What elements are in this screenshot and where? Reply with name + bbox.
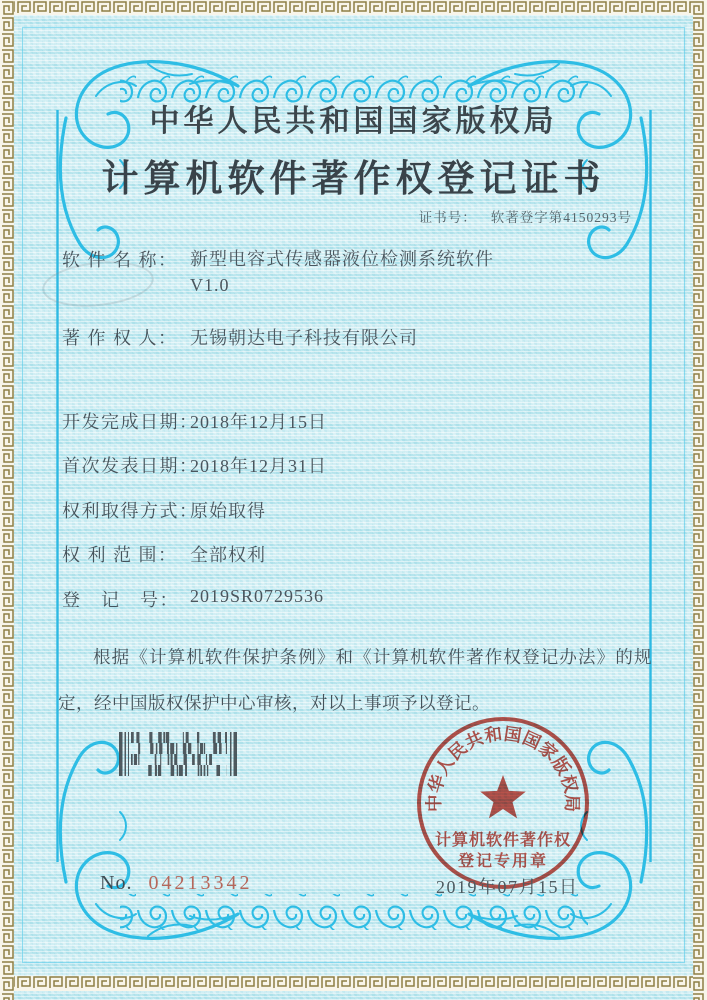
field-label: 著 作 权 人：: [62, 328, 178, 348]
field-development-completion-date: [62, 408, 327, 434]
serial-number-value: 04213342: [148, 872, 253, 894]
field-value: 无锡朝达电子科技有限公司: [190, 328, 418, 348]
field-rights-scope: [62, 541, 266, 567]
field-rights-acquisition-method: [62, 497, 266, 523]
registration-statement: 根据《计算机软件保护条例》和《计算机软件著作权登记办法》的规定，经中国版权保护中心审核，对以上事项予以登记。: [58, 647, 652, 713]
field-label: 软 件 名 称：: [62, 250, 178, 270]
certificate-number-label: 证书号：: [418, 210, 477, 225]
field-copyright-owner: [62, 324, 418, 350]
certificate-title: 计算机软件著作权登记证书: [101, 159, 606, 200]
field-label: 开发完成日期：: [62, 412, 199, 432]
meander-border-bottom: [0, 976, 707, 991]
field-label: 权利取得方式：: [62, 501, 199, 521]
field-first-publication-date: [62, 452, 327, 478]
field-registration-number: [62, 586, 324, 612]
issue-date: 2019年07月15日: [436, 877, 579, 897]
serial-number-label: No.: [100, 872, 133, 894]
field-value: [190, 246, 494, 298]
certificate-number-value: 软著登字第4150293号: [490, 210, 632, 225]
seal-text-line2: 登记专用章: [457, 853, 549, 870]
field-label: 权 利 范 围：: [62, 545, 178, 565]
field-value: 2018年12月31日: [190, 456, 327, 476]
certificate-number-line: [300, 206, 632, 226]
field-software-name: [62, 246, 494, 298]
software-name-line1: 新型电容式传感器液位检测系统软件: [190, 249, 494, 269]
field-value: 2018年12月15日: [190, 412, 327, 432]
serial-number-line: [100, 872, 252, 895]
field-value: 全部权利: [190, 545, 266, 565]
field-value: 2019SR0729536: [190, 586, 325, 606]
field-value: 原始取得: [190, 501, 266, 521]
seal-text-line1: 计算机软件著作权: [434, 832, 572, 849]
field-label: 登 记 号：: [62, 590, 179, 610]
seal-star-icon: [480, 775, 526, 818]
software-version: V1.0: [190, 275, 230, 295]
meander-border-top: [0, 0, 707, 15]
seal-arc-text: 中华人民共和国国家版权局: [423, 723, 583, 813]
barcode: [119, 732, 239, 776]
authority-title: 中华人民共和国国家版权局: [149, 105, 558, 138]
field-label: 首次发表日期：: [62, 456, 199, 476]
